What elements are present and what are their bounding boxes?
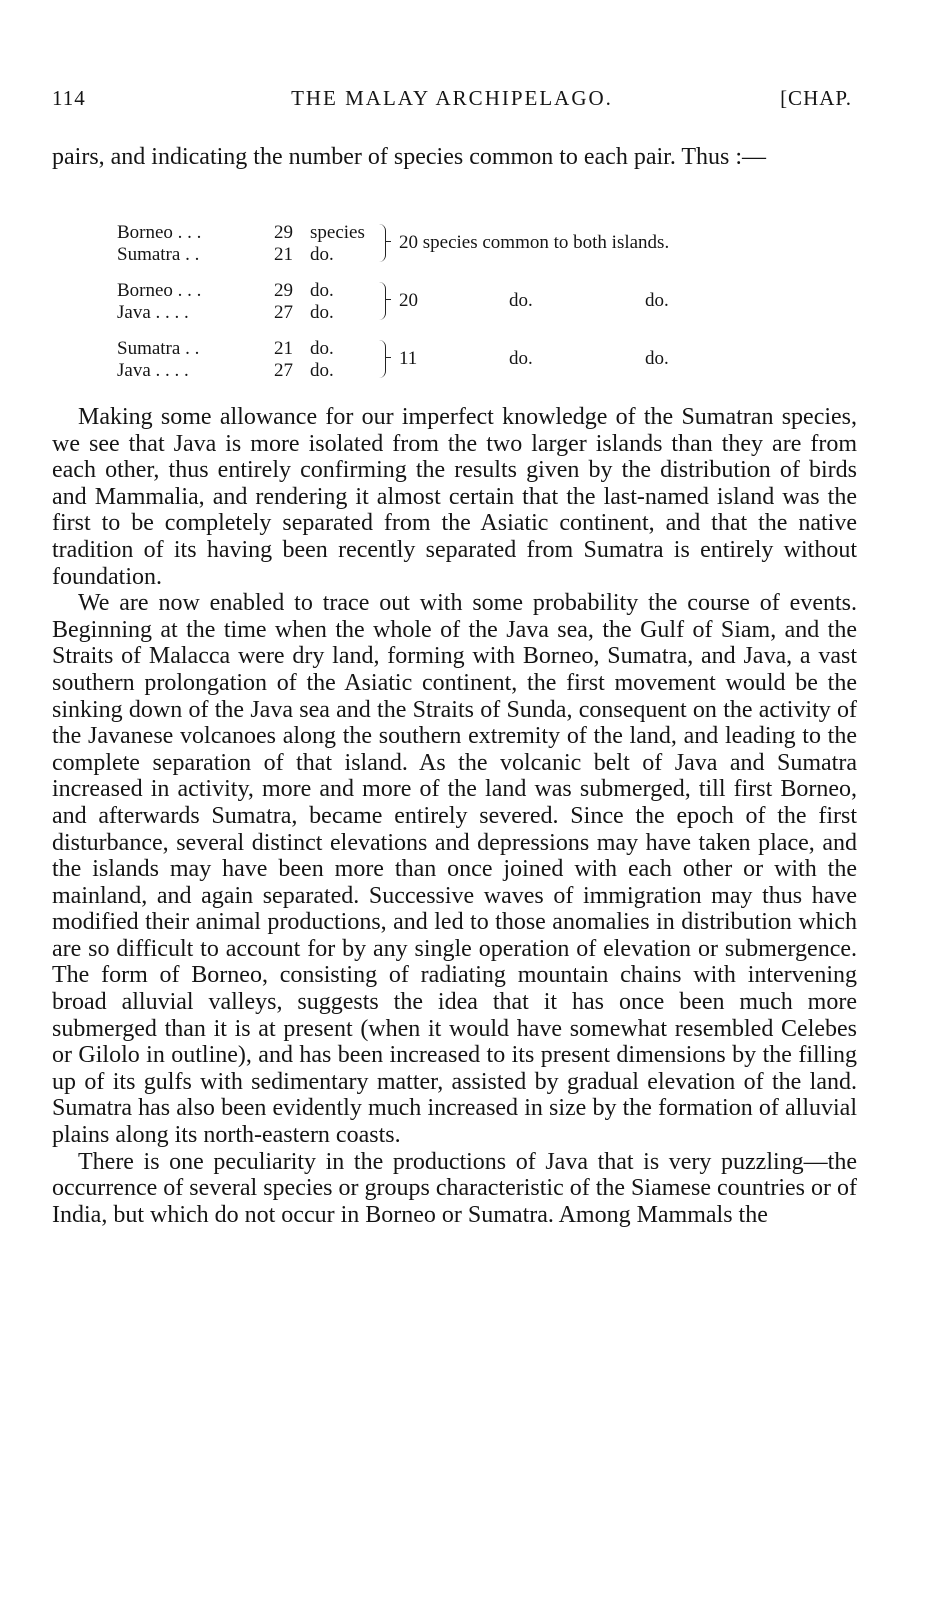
ditto-mark: do. [509,348,533,369]
intro-text-block [52,144,857,171]
running-head [52,86,852,116]
species-count: 29 [274,222,293,243]
common-species-count: 20 [399,290,418,311]
paragraph-isolation: Making some allowance for our imperfect knowledge of the Sumatran species, we see that Java is more isolated from the two larger islands than they are from each other, thus entirely confirming the results given by the distribution of birds and Mammalia, and rendering it almost certain that the last-named island was the first to be completely separated from the Asiatic continent, and that the native tradition of its having been recently separated from Sumatra is entirely without foundation. [52,404,857,590]
island-name: Sumatra . . [117,244,200,265]
chapter-marker: [CHAP. [780,86,852,110]
paragraph-course-of-events: We are now enabled to trace out with some probability the course of events. Beginning at the time when the whole of the Java sea, the Gulf of Siam, and the Straits of Malacca were dry land, forming with Borneo, Sumatra, and Java, a vast southern prolongation of the Asiatic continent, the first movement would be the sinking down of the Java sea and the Straits of Sunda, consequent on the activity of the Javanese volcanoes along the southern extremity of the land, and leading to the complete separation of that island. As the volcanic belt of Java and Sumatra increased in activity, more and more of the land was submerged, till first Borneo, and afterwards Sumatra, became entirely severed. Since the epoch of the first disturbance, several distinct elevations and depressions may have taken place, and the islands may have been more than once joined with each other or with the mainland, and again separated. Successive waves of immigration may thus have modified their animal productions, and led to those anomalies in distribution which are so difficult to account for by any single operation of elevation or submergence. The form of Borneo, consisting of radiating mountain chains with intervening broad alluvial valleys, suggests the idea that it has once been much more submerged than it is at present (when it would have somewhat resembled Celebes or Gilolo in outline), and has been increased to its present dimensions by the filling up of its gulfs with sedimentary matter, assisted by gradual elevation of the land. Sumatra has also been evidently much increased in size by the formation of alluvial plains along its north-eastern coasts. [52,590,857,1149]
island-name: Java . . . . [117,302,189,323]
species-count: 27 [274,360,293,381]
species-count: 21 [274,244,293,265]
island-name: Borneo . . . [117,280,202,301]
species-unit: do. [310,302,334,323]
table-row [117,338,817,360]
island-name: Sumatra . . [117,338,200,359]
ditto-mark: do. [645,348,669,369]
table-group-borneo-sumatra [117,222,817,280]
book-title: THE MALAY ARCHIPELAGO. [291,86,613,110]
common-species-count: 11 [399,348,418,369]
intro-paragraph: pairs, and indicating the number of species common to each pair. Thus :— [52,144,767,170]
species-unit: do. [310,244,334,265]
page-number: 114 [52,86,86,110]
ditto-mark: do. [645,290,669,311]
right-brace [379,340,386,378]
species-count: 27 [274,302,293,323]
right-brace [379,282,386,320]
common-species-text: 20 species common to both islands. [399,232,670,253]
table-row [117,280,817,302]
right-brace [379,224,386,262]
island-name: Java . . . . [117,360,189,381]
table-row [117,360,817,382]
species-unit: do. [310,338,334,359]
main-text-block [52,404,857,1228]
ditto-mark: do. [509,290,533,311]
species-unit: do. [310,360,334,381]
species-unit: species [310,222,365,243]
island-name: Borneo . . . [117,222,202,243]
table-group-borneo-java [117,280,817,338]
species-count: 21 [274,338,293,359]
species-comparison-table [117,222,817,396]
table-row [117,302,817,324]
species-count: 29 [274,280,293,301]
species-unit: do. [310,280,334,301]
table-group-sumatra-java [117,338,817,396]
paragraph-java-peculiarity: There is one peculiarity in the productions of Java that is very puzzling—the occurrence of several species or groups characteristic of the Siamese countries or of India, but which do not occur in Borneo or Sumatra. Among Mammals the [52,1148,857,1228]
